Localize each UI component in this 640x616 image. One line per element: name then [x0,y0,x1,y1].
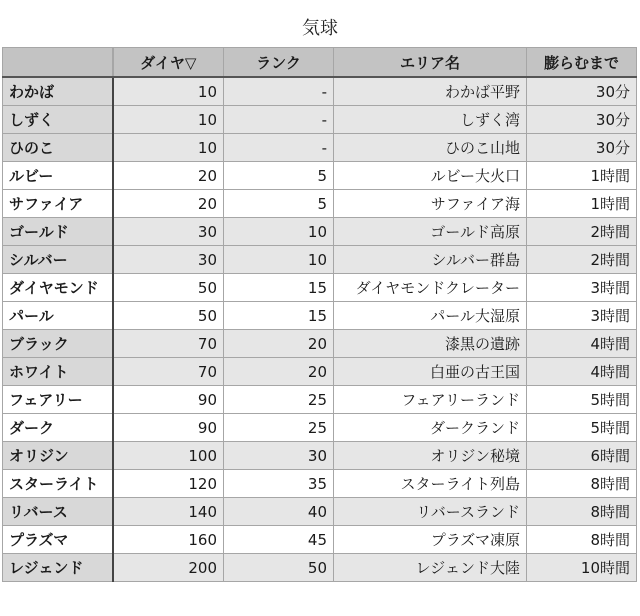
inflate-time-cell: 8時間 [527,470,637,498]
area-name-cell: ルビー大火口 [334,162,527,190]
balloon-name-cell: ダーク [3,414,113,442]
inflate-time-cell: 10時間 [527,554,637,582]
balloon-name-cell: ゴールド [3,218,113,246]
header-rank[interactable]: ランク [224,48,334,78]
table-row [3,442,637,470]
area-name-cell: 漆黒の遺跡 [334,330,527,358]
inflate-time-cell: 30分 [527,134,637,162]
inflate-time-cell: 3時間 [527,274,637,302]
header-diamond-sortable[interactable]: ダイヤ▽ [113,48,224,78]
area-name-cell: パール大湿原 [334,302,527,330]
balloon-name-cell: パール [3,302,113,330]
inflate-time-cell: 30分 [527,77,637,106]
table-row [3,302,637,330]
rank-cell: 10 [224,246,334,274]
balloon-name-cell: スターライト [3,470,113,498]
area-name-cell: プラズマ凍原 [334,526,527,554]
diamond-cost-cell: 200 [113,554,224,582]
page-title: 気球 [302,18,338,39]
rank-cell: 40 [224,498,334,526]
table-row [3,470,637,498]
area-name-cell: シルバー群島 [334,246,527,274]
table-row [3,358,637,386]
balloon-name-cell: フェアリー [3,386,113,414]
balloon-name-cell: オリジン [3,442,113,470]
diamond-cost-cell: 90 [113,414,224,442]
diamond-cost-cell: 30 [113,246,224,274]
diamond-cost-cell: 10 [113,134,224,162]
table-row [3,414,637,442]
inflate-time-cell: 2時間 [527,246,637,274]
balloon-name-cell: プラズマ [3,526,113,554]
header-row [3,48,637,78]
table-row [3,77,637,106]
diamond-cost-cell: 90 [113,386,224,414]
inflate-time-cell: 2時間 [527,218,637,246]
rank-cell: - [224,134,334,162]
balloon-name-cell: ルビー [3,162,113,190]
balloon-name-cell: レジェンド [3,554,113,582]
header-corner [3,48,113,78]
table-row [3,246,637,274]
diamond-cost-cell: 10 [113,106,224,134]
inflate-time-cell: 8時間 [527,498,637,526]
diamond-cost-cell: 50 [113,302,224,330]
diamond-cost-cell: 50 [113,274,224,302]
rank-cell: 35 [224,470,334,498]
table-row [3,274,637,302]
rank-cell: 5 [224,190,334,218]
balloon-name-cell: ひのこ [3,134,113,162]
header-area-name[interactable]: エリア名 [334,48,527,78]
balloon-name-cell: ブラック [3,330,113,358]
area-name-cell: ダイヤモンドクレーター [334,274,527,302]
inflate-time-cell: 6時間 [527,442,637,470]
table-row [3,218,637,246]
rank-cell: 30 [224,442,334,470]
diamond-cost-cell: 30 [113,218,224,246]
inflate-time-cell: 5時間 [527,386,637,414]
inflate-time-cell: 4時間 [527,358,637,386]
inflate-time-cell: 3時間 [527,302,637,330]
area-name-cell: オリジン秘境 [334,442,527,470]
area-name-cell: リバースランド [334,498,527,526]
table-row [3,330,637,358]
area-name-cell: ひのこ山地 [334,134,527,162]
table-row [3,498,637,526]
diamond-cost-cell: 20 [113,190,224,218]
rank-cell: 15 [224,302,334,330]
balloon-name-cell: サファイア [3,190,113,218]
table-row [3,162,637,190]
rank-cell: 5 [224,162,334,190]
inflate-time-cell: 1時間 [527,162,637,190]
inflate-time-cell: 30分 [527,106,637,134]
rank-cell: 15 [224,274,334,302]
diamond-cost-cell: 70 [113,330,224,358]
table-row [3,190,637,218]
balloon-name-cell: シルバー [3,246,113,274]
rank-cell: - [224,77,334,106]
area-name-cell: ダークランド [334,414,527,442]
diamond-cost-cell: 140 [113,498,224,526]
balloon-name-cell: しずく [3,106,113,134]
inflate-time-cell: 1時間 [527,190,637,218]
area-name-cell: わかば平野 [334,77,527,106]
area-name-cell: サファイア海 [334,190,527,218]
diamond-cost-cell: 160 [113,526,224,554]
table-row [3,386,637,414]
rank-cell: 20 [224,358,334,386]
table-row [3,134,637,162]
diamond-cost-cell: 100 [113,442,224,470]
area-name-cell: フェアリーランド [334,386,527,414]
table-row [3,554,637,582]
area-name-cell: レジェンド大陸 [334,554,527,582]
balloon-name-cell: ダイヤモンド [3,274,113,302]
rank-cell: 20 [224,330,334,358]
inflate-time-cell: 4時間 [527,330,637,358]
rank-cell: 45 [224,526,334,554]
rank-cell: 50 [224,554,334,582]
diamond-cost-cell: 10 [113,77,224,106]
rank-cell: 10 [224,218,334,246]
diamond-cost-cell: 120 [113,470,224,498]
inflate-time-cell: 8時間 [527,526,637,554]
balloon-name-cell: リバース [3,498,113,526]
diamond-cost-cell: 70 [113,358,224,386]
inflate-time-cell: 5時間 [527,414,637,442]
rank-cell: - [224,106,334,134]
diamond-cost-cell: 20 [113,162,224,190]
table-row [3,526,637,554]
table-row [3,106,637,134]
area-name-cell: ゴールド高原 [334,218,527,246]
area-name-cell: 白亜の古王国 [334,358,527,386]
rank-cell: 25 [224,386,334,414]
balloon-name-cell: ホワイト [3,358,113,386]
balloon-name-cell: わかば [3,77,113,106]
balloon-table [2,47,637,582]
area-name-cell: しずく湾 [334,106,527,134]
rank-cell: 25 [224,414,334,442]
area-name-cell: スターライト列島 [334,470,527,498]
header-inflate-time[interactable]: 膨らむまで [527,48,637,78]
